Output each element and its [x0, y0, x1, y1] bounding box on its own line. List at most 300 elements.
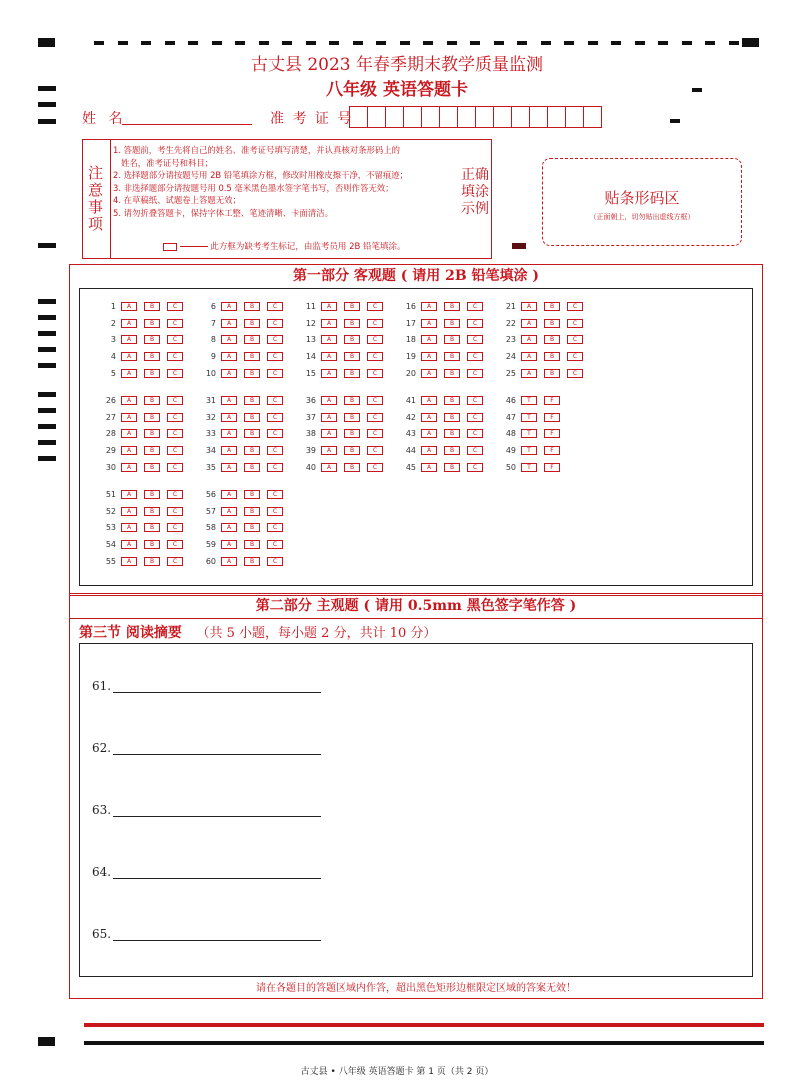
answer-bubble[interactable]: A: [321, 302, 337, 311]
fill-example: [460, 139, 490, 257]
answer-bubble[interactable]: B: [244, 463, 260, 472]
question-number: 21: [505, 302, 516, 311]
timing-mark: [38, 424, 56, 429]
answer-bubble[interactable]: B: [144, 429, 160, 438]
answer-bubble[interactable]: B: [544, 369, 560, 378]
question-item: [98, 395, 190, 406]
answer-bubble[interactable]: B: [444, 352, 460, 361]
answer-bubble[interactable]: A: [121, 490, 137, 499]
answer-bubble[interactable]: C: [367, 446, 383, 455]
answer-bubble[interactable]: A: [121, 523, 137, 532]
answer-field[interactable]: [113, 678, 321, 693]
answer-bubble[interactable]: C: [167, 369, 183, 378]
question-item: [198, 506, 290, 517]
answer-bubble[interactable]: C: [167, 396, 183, 405]
question-number: 39: [305, 446, 316, 456]
question-item: [298, 445, 390, 456]
question-number: 17: [405, 318, 416, 328]
answer-bubble[interactable]: F: [544, 429, 560, 438]
answer-bubble[interactable]: C: [167, 557, 183, 566]
answer-bubble[interactable]: B: [544, 319, 560, 328]
answer-number: 65.: [92, 927, 112, 941]
answer-bubble[interactable]: C: [267, 413, 283, 422]
answer-bubble[interactable]: C: [467, 429, 483, 438]
question-number: 10: [205, 368, 216, 378]
answer-bubble[interactable]: A: [321, 369, 337, 378]
answer-line: [92, 864, 321, 879]
absent-box[interactable]: [163, 243, 177, 251]
answer-bubble[interactable]: C: [267, 369, 283, 378]
answer-bubble[interactable]: B: [344, 446, 360, 455]
answer-bubble[interactable]: B: [244, 413, 260, 422]
answer-bubble[interactable]: C: [267, 523, 283, 532]
question-number: 34: [205, 446, 216, 456]
answer-bubble[interactable]: T: [521, 429, 537, 438]
answer-bubble[interactable]: A: [421, 446, 437, 455]
answer-bubble[interactable]: B: [344, 302, 360, 311]
answer-bubble[interactable]: F: [544, 413, 560, 422]
answer-bubble[interactable]: A: [121, 446, 137, 455]
answer-bubble[interactable]: A: [221, 523, 237, 532]
answer-bubble[interactable]: A: [421, 335, 437, 344]
answer-bubble[interactable]: A: [221, 540, 237, 549]
id-digit-box[interactable]: [511, 106, 530, 128]
question-number: 37: [305, 412, 316, 422]
answer-bubble[interactable]: C: [367, 335, 383, 344]
arrow-icon: [180, 246, 208, 247]
answer-bubble[interactable]: A: [121, 507, 137, 516]
question-number: 28: [105, 429, 116, 439]
answer-bubble[interactable]: A: [421, 429, 437, 438]
answer-bubble[interactable]: C: [367, 352, 383, 361]
answer-bubble[interactable]: B: [144, 369, 160, 378]
answer-bubble[interactable]: C: [467, 302, 483, 311]
timing-mark: [38, 299, 56, 304]
answer-bubble[interactable]: B: [244, 507, 260, 516]
question-item: [498, 301, 590, 312]
answer-bubble[interactable]: A: [121, 335, 137, 344]
timing-dash: [635, 41, 645, 45]
answer-bubble[interactable]: A: [421, 396, 437, 405]
answer-bubble[interactable]: T: [521, 446, 537, 455]
answer-bubble[interactable]: A: [321, 396, 337, 405]
answer-bubble[interactable]: B: [244, 540, 260, 549]
warning-text: 请在各题目的答题区域内作答，超出黑色矩形边框限定区域的答案无效！: [256, 983, 576, 994]
answer-bubble[interactable]: B: [144, 302, 160, 311]
answer-bubble[interactable]: C: [167, 335, 183, 344]
answer-bubble[interactable]: B: [344, 319, 360, 328]
question-item: [398, 412, 490, 423]
question-number: 4: [110, 352, 116, 362]
answer-bubble[interactable]: A: [221, 413, 237, 422]
timing-mark: [38, 243, 56, 248]
answer-bubble[interactable]: A: [321, 446, 337, 455]
answer-bubble[interactable]: B: [444, 413, 460, 422]
id-digit-box[interactable]: [529, 106, 548, 128]
question-item: [298, 428, 390, 439]
timing-dash: [729, 41, 739, 45]
corner-mark-top-right: [742, 38, 759, 47]
answer-bubble[interactable]: B: [444, 396, 460, 405]
answer-bubble[interactable]: C: [367, 369, 383, 378]
question-number: 27: [105, 412, 116, 422]
question-item: [198, 556, 290, 567]
answer-bubble[interactable]: B: [244, 319, 260, 328]
answer-bubble[interactable]: C: [167, 523, 183, 532]
question-number: 57: [205, 506, 216, 516]
timing-dash: [165, 41, 175, 45]
question-item: [98, 556, 190, 567]
answer-bubble[interactable]: B: [344, 463, 360, 472]
question-item: [198, 462, 290, 473]
bubble-grid: [79, 288, 753, 586]
answer-bubble[interactable]: C: [367, 463, 383, 472]
answer-bubble[interactable]: B: [244, 369, 260, 378]
id-digit-box[interactable]: [385, 106, 404, 128]
id-digit-box[interactable]: [475, 106, 494, 128]
answer-field[interactable]: [113, 864, 321, 879]
question-number: 38: [305, 429, 316, 439]
bottom-black-bar: [84, 1041, 764, 1045]
answer-bubble[interactable]: A: [421, 413, 437, 422]
question-number: 29: [105, 446, 116, 456]
answer-bubble[interactable]: A: [321, 352, 337, 361]
answer-bubble[interactable]: C: [167, 490, 183, 499]
answer-bubble[interactable]: C: [167, 302, 183, 311]
answer-bubble[interactable]: C: [467, 369, 483, 378]
id-number-boxes[interactable]: [350, 106, 602, 128]
answer-bubble[interactable]: C: [267, 557, 283, 566]
timing-dash: [564, 41, 574, 45]
answer-bubble[interactable]: C: [267, 335, 283, 344]
question-item: [198, 351, 290, 362]
answer-bubble[interactable]: C: [567, 302, 583, 311]
question-number: 24: [505, 352, 516, 362]
answer-bubble[interactable]: A: [121, 369, 137, 378]
question-item: [298, 412, 390, 423]
timing-dash: [588, 41, 598, 45]
answer-bubble[interactable]: C: [267, 396, 283, 405]
question-item: [98, 506, 190, 517]
answer-bubble[interactable]: B: [144, 557, 160, 566]
timing-dash: [353, 41, 363, 45]
answer-bubble[interactable]: A: [321, 463, 337, 472]
question-item: [198, 428, 290, 439]
answer-bubble[interactable]: A: [121, 396, 137, 405]
answer-bubble[interactable]: A: [421, 369, 437, 378]
question-number: 9: [210, 352, 216, 362]
timing-dash: [682, 41, 692, 45]
answer-bubble[interactable]: A: [421, 319, 437, 328]
answer-bubble[interactable]: C: [467, 319, 483, 328]
notes-list: [113, 144, 463, 219]
answer-bubble[interactable]: A: [321, 319, 337, 328]
timing-mark: [38, 119, 56, 124]
timing-dash: [235, 41, 245, 45]
answer-bubble[interactable]: C: [367, 413, 383, 422]
answer-bubble[interactable]: C: [467, 446, 483, 455]
question-number: 50: [505, 462, 516, 472]
answer-bubble[interactable]: C: [167, 413, 183, 422]
answer-bubble[interactable]: T: [521, 413, 537, 422]
answer-bubble[interactable]: C: [367, 429, 383, 438]
corner-mark-bottom-left: [38, 1037, 55, 1046]
corner-mark-top-left: [38, 38, 55, 47]
question-item: [98, 334, 190, 345]
answer-bubble[interactable]: A: [121, 463, 137, 472]
answer-bubble[interactable]: A: [221, 507, 237, 516]
answer-bubble[interactable]: B: [244, 429, 260, 438]
answer-bubble[interactable]: B: [144, 396, 160, 405]
question-item: [98, 412, 190, 423]
question-item: [498, 334, 590, 345]
answer-bubble[interactable]: C: [367, 396, 383, 405]
question-item: [298, 368, 390, 379]
answer-bubble[interactable]: A: [221, 335, 237, 344]
answer-bubble[interactable]: A: [121, 557, 137, 566]
question-item: [98, 368, 190, 379]
answer-bubble[interactable]: A: [121, 319, 137, 328]
footer: 古丈县 • 八年级 英语答题卡 第 1 页（共 2 页）: [300, 1067, 494, 1077]
answer-bubble[interactable]: B: [344, 429, 360, 438]
answer-bubble[interactable]: C: [267, 463, 283, 472]
answer-bubble[interactable]: B: [444, 446, 460, 455]
answer-bubble[interactable]: A: [421, 352, 437, 361]
answer-bubble[interactable]: A: [221, 490, 237, 499]
answer-bubble[interactable]: B: [144, 413, 160, 422]
answer-bubble[interactable]: A: [421, 463, 437, 472]
question-number: 46: [505, 396, 516, 405]
answer-bubble[interactable]: B: [144, 335, 160, 344]
question-item: [198, 445, 290, 456]
answer-bubble[interactable]: C: [167, 352, 183, 361]
question-item: [398, 462, 490, 473]
answer-bubble[interactable]: C: [567, 352, 583, 361]
answer-bubble[interactable]: C: [467, 352, 483, 361]
name-label: 姓 名: [82, 111, 127, 127]
answer-bubble[interactable]: F: [544, 396, 560, 405]
answer-bubble[interactable]: B: [244, 557, 260, 566]
answer-bubble[interactable]: C: [367, 302, 383, 311]
answer-bubble[interactable]: C: [267, 302, 283, 311]
timing-dash: [611, 41, 621, 45]
answer-bubble[interactable]: C: [467, 396, 483, 405]
bottom-red-bar: [84, 1023, 764, 1027]
question-item: [498, 412, 567, 423]
answer-bubble[interactable]: B: [544, 302, 560, 311]
question-number: 43: [405, 429, 416, 439]
question-number: 58: [205, 523, 216, 533]
answer-bubble[interactable]: A: [321, 413, 337, 422]
timing-mark: [38, 408, 56, 413]
id-digit-box[interactable]: [421, 106, 440, 128]
answer-bubble[interactable]: B: [344, 369, 360, 378]
answer-bubble[interactable]: C: [167, 446, 183, 455]
answer-bubble[interactable]: B: [444, 429, 460, 438]
question-item: [98, 489, 190, 500]
answer-bubble[interactable]: A: [221, 352, 237, 361]
answer-bubble[interactable]: C: [167, 429, 183, 438]
answer-bubble[interactable]: C: [167, 507, 183, 516]
answer-bubble[interactable]: A: [221, 429, 237, 438]
id-digit-box[interactable]: [403, 106, 422, 128]
answer-bubble[interactable]: A: [121, 540, 137, 549]
answer-bubble[interactable]: C: [267, 319, 283, 328]
answer-bubble[interactable]: A: [221, 463, 237, 472]
note-item: 4. 在草稿纸、试题卷上答题无效；: [113, 195, 241, 205]
note-item: 5. 请勿折叠答题卡，保持字体工整、笔迹清晰、卡面清洁。: [113, 207, 334, 218]
answer-bubble[interactable]: C: [467, 335, 483, 344]
answer-bubble[interactable]: B: [244, 523, 260, 532]
timing-dash: [118, 41, 128, 45]
note-item: 1. 答题前，考生先将自己的姓名、准考证号填写清楚，并认真核对条形码上的: [113, 145, 401, 155]
name-field[interactable]: [122, 124, 252, 125]
answer-bubble[interactable]: B: [444, 302, 460, 311]
answer-field[interactable]: [113, 926, 321, 941]
answer-bubble[interactable]: F: [544, 463, 560, 472]
answer-bubble[interactable]: A: [321, 335, 337, 344]
answer-bubble[interactable]: A: [121, 302, 137, 311]
answer-bubble[interactable]: B: [244, 490, 260, 499]
question-number: 42: [405, 412, 416, 422]
timing-mark: [38, 440, 56, 445]
id-digit-box[interactable]: [367, 106, 386, 128]
answer-bubble[interactable]: B: [144, 507, 160, 516]
question-item: [198, 368, 290, 379]
answer-bubble[interactable]: C: [167, 319, 183, 328]
answer-bubble[interactable]: B: [144, 523, 160, 532]
answer-bubble[interactable]: A: [521, 319, 537, 328]
answer-bubble[interactable]: B: [444, 369, 460, 378]
answer-bubble[interactable]: B: [344, 352, 360, 361]
answer-bubble[interactable]: A: [121, 352, 137, 361]
answer-bubble[interactable]: C: [267, 490, 283, 499]
question-item: [498, 368, 590, 379]
answer-field[interactable]: [113, 802, 321, 817]
question-item: [298, 395, 390, 406]
answer-bubble[interactable]: B: [144, 446, 160, 455]
answer-bubble[interactable]: B: [144, 352, 160, 361]
answer-bubble[interactable]: B: [544, 335, 560, 344]
question-item: [498, 428, 567, 439]
answer-bubble[interactable]: A: [121, 413, 137, 422]
answer-bubble[interactable]: A: [421, 302, 437, 311]
timing-dash: [400, 41, 410, 45]
part1-heading: 第一部分 客观题 ( 请用 2B 铅笔填涂 ): [292, 268, 540, 284]
question-item: [498, 445, 567, 456]
answer-bubble[interactable]: C: [267, 429, 283, 438]
answer-bubble[interactable]: B: [444, 319, 460, 328]
answer-bubble[interactable]: A: [221, 319, 237, 328]
answer-bubble[interactable]: B: [144, 463, 160, 472]
id-digit-box[interactable]: [493, 106, 512, 128]
answer-bubble[interactable]: F: [544, 446, 560, 455]
barcode-area: [542, 158, 742, 246]
answer-bubble[interactable]: T: [521, 396, 537, 405]
answer-line: [92, 678, 321, 693]
answer-bubble[interactable]: A: [321, 429, 337, 438]
answer-bubble[interactable]: T: [521, 463, 537, 472]
answer-bubble[interactable]: A: [221, 369, 237, 378]
answer-bubble[interactable]: C: [567, 335, 583, 344]
answer-bubble[interactable]: A: [521, 335, 537, 344]
question-item: [98, 301, 190, 312]
answer-bubble[interactable]: A: [221, 557, 237, 566]
side-mark: [692, 88, 702, 92]
question-number: 51: [105, 490, 116, 499]
answer-bubble[interactable]: C: [267, 446, 283, 455]
question-number: 56: [205, 490, 216, 499]
timing-mark: [38, 347, 56, 352]
question-number: 45: [405, 462, 416, 472]
answer-bubble[interactable]: B: [344, 335, 360, 344]
answer-bubble[interactable]: A: [121, 429, 137, 438]
id-digit-box[interactable]: [439, 106, 458, 128]
answer-bubble[interactable]: C: [267, 507, 283, 516]
answer-bubble[interactable]: B: [144, 540, 160, 549]
answer-area: [79, 643, 753, 977]
id-digit-box[interactable]: [457, 106, 476, 128]
answer-bubble[interactable]: B: [444, 335, 460, 344]
answer-bubble[interactable]: C: [267, 352, 283, 361]
card-subtitle: 八年级 英语答题卡: [326, 80, 468, 100]
question-number: 33: [205, 429, 216, 439]
answer-bubble[interactable]: B: [244, 396, 260, 405]
answer-bubble[interactable]: B: [244, 446, 260, 455]
timing-dash: [282, 41, 292, 45]
id-digit-box[interactable]: [565, 106, 584, 128]
answer-bubble[interactable]: B: [244, 352, 260, 361]
answer-bubble[interactable]: B: [444, 463, 460, 472]
answer-bubble[interactable]: A: [521, 302, 537, 311]
timing-dash: [658, 41, 668, 45]
answer-bubble[interactable]: B: [344, 396, 360, 405]
answer-bubble[interactable]: C: [167, 463, 183, 472]
answer-bubble[interactable]: C: [167, 540, 183, 549]
id-digit-box[interactable]: [583, 106, 602, 128]
answer-bubble[interactable]: B: [144, 319, 160, 328]
answer-bubble[interactable]: C: [567, 319, 583, 328]
timing-dash: [541, 41, 551, 45]
question-item: [198, 489, 290, 500]
answer-bubble[interactable]: B: [244, 335, 260, 344]
answer-bubble[interactable]: B: [244, 302, 260, 311]
answer-bubble[interactable]: B: [144, 490, 160, 499]
answer-bubble[interactable]: B: [344, 413, 360, 422]
question-item: [98, 318, 190, 329]
id-digit-box[interactable]: [349, 106, 368, 128]
absent-hint: 此方框为缺考考生标记，由监考员用 2B 铅笔填涂。: [163, 240, 406, 252]
answer-bubble[interactable]: A: [221, 446, 237, 455]
question-item: [498, 395, 567, 406]
id-digit-box[interactable]: [547, 106, 566, 128]
answer-bubble[interactable]: A: [221, 302, 237, 311]
answer-field[interactable]: [113, 740, 321, 755]
answer-bubble[interactable]: C: [467, 463, 483, 472]
answer-bubble[interactable]: B: [544, 352, 560, 361]
timing-dash: [329, 41, 339, 45]
question-item: [298, 301, 390, 312]
answer-bubble[interactable]: C: [567, 369, 583, 378]
answer-bubble[interactable]: A: [521, 369, 537, 378]
question-item: [98, 462, 190, 473]
question-number: 12: [305, 318, 316, 328]
answer-bubble[interactable]: C: [467, 413, 483, 422]
answer-bubble[interactable]: C: [267, 540, 283, 549]
answer-bubble[interactable]: A: [521, 352, 537, 361]
answer-bubble[interactable]: C: [367, 319, 383, 328]
answer-bubble[interactable]: A: [221, 396, 237, 405]
